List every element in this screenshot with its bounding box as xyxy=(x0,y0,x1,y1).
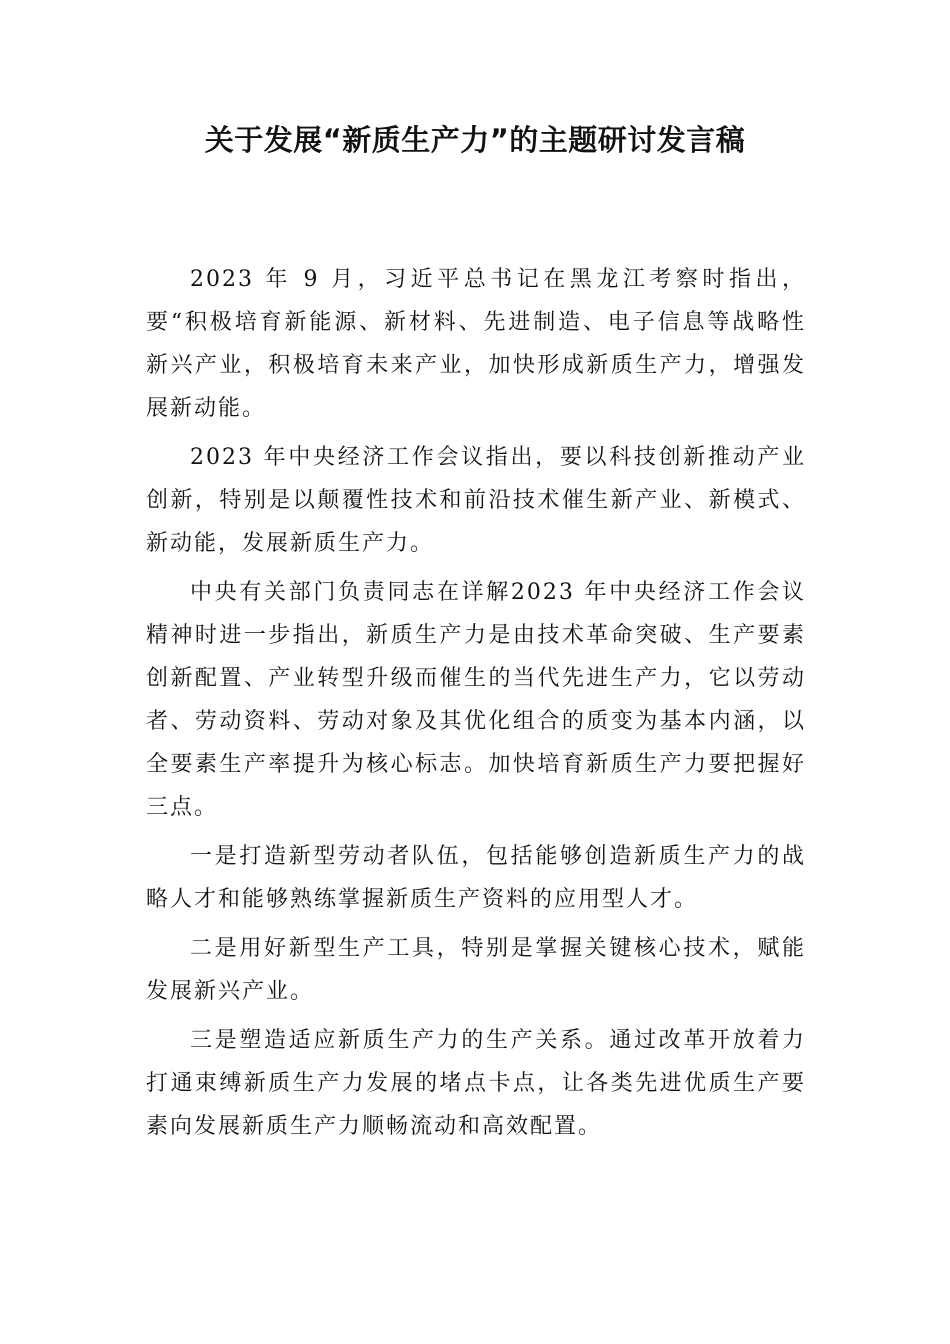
paragraph-6: 三是塑造适应新质生产力的生产关系。通过改革开放着力打通束缚新质生产力发展的堵点卡点，让各类先进优质生产要素向发展新质生产力顺畅流动和高效配置。 xyxy=(146,1028,806,1139)
document-title: 关于发展“新质生产力”的主题研讨发言稿 xyxy=(204,123,746,157)
paragraph-5: 二是用好新型生产工具，特别是掌握关键核心技术，赋能发展新兴产业。 xyxy=(146,936,806,1004)
paragraph-3: 中央有关部门负责同志在详解2023 年中央经济工作会议精神时进一步指出，新质生产力是由技术革命突破、生产要素创新配置、产业转型升级而催生的当代先进生产力，它以劳动者、劳动资料、劳动对象及其优化组合的质变为基本内涵，以全要素生产率提升为核心标志。加快培育新质生产力要把握好三点。 xyxy=(146,580,806,820)
paragraph-2: 2023 年中央经济工作会议指出，要以科技创新推动产业创新，特别是以颠覆性技术和前沿技术催生新产业、新模式、新动能，发展新质生产力。 xyxy=(146,445,806,556)
document-body xyxy=(146,258,806,1154)
paragraph-1: 2023 年 9 月，习近平总书记在黑龙江考察时指出，要“积极培育新能源、新材料、先进制造、电子信息等战略性新兴产业，积极培育未来产业，加快形成新质生产力，增强发展新动能。 xyxy=(146,267,806,421)
paragraph-4: 一是打造新型劳动者队伍，包括能够创造新质生产力的战略人才和能够熟练掌握新质生产资料的应用型人才。 xyxy=(146,844,806,912)
